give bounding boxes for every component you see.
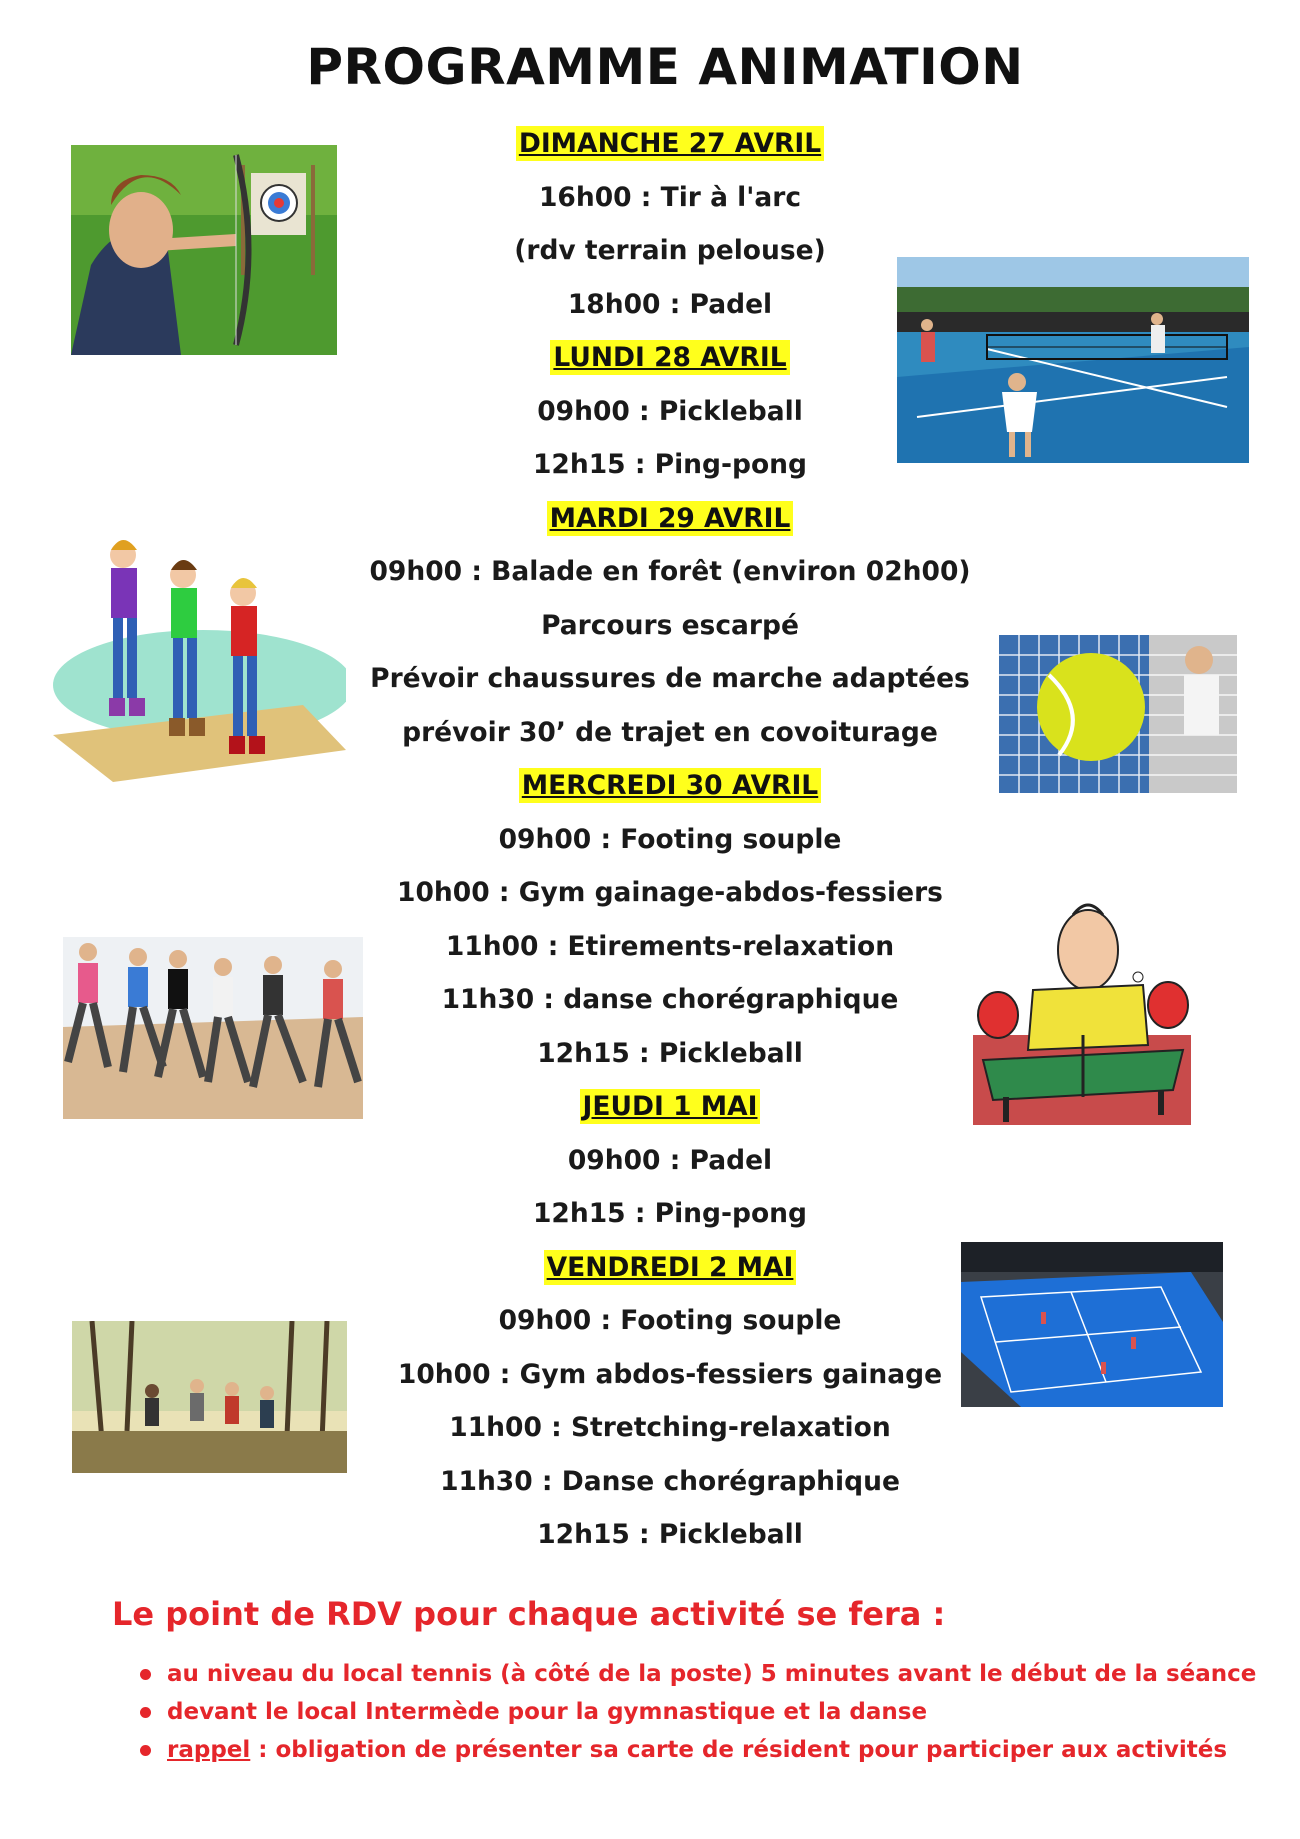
schedule-item: 12h15 : Ping-pong	[532, 449, 808, 480]
day-heading	[340, 759, 1000, 813]
day-heading	[340, 1241, 1000, 1295]
pickleball-court-photo	[897, 257, 1249, 463]
forest-runners-photo	[72, 1321, 347, 1473]
schedule-item: 18h00 : Padel	[567, 288, 773, 320]
day-heading-label: VENDREDI 2 MAI	[544, 1250, 797, 1285]
schedule-item: 09h00 : Padel	[567, 1144, 773, 1176]
schedule-item: Parcours escarpé	[541, 609, 799, 641]
schedule-item: 16h00 : Tir à l'arc	[538, 181, 802, 213]
list-item	[140, 1655, 1256, 1693]
schedule-item: Prévoir chaussures de marche adaptées	[370, 663, 970, 694]
padel-courts-photo	[961, 1242, 1223, 1407]
day-heading-label: JEUDI 1 MAI	[580, 1089, 761, 1124]
tennis-ball-photo	[999, 635, 1237, 793]
bullet-icon	[140, 1707, 151, 1718]
rdv-list	[140, 1655, 1256, 1769]
archery-photo	[71, 145, 337, 355]
schedule-item: prévoir 30’ de trajet en covoiturage	[402, 716, 938, 748]
schedule-item: 09h00 : Pickleball	[537, 395, 803, 427]
schedule-item: 09h00 : Footing souple	[498, 1305, 842, 1336]
day-heading	[340, 117, 1000, 171]
day-heading-label: LUNDI 28 AVRIL	[550, 340, 789, 375]
schedule-item: 11h00 : Stretching-relaxation	[449, 1412, 891, 1443]
rdv-item-text: au niveau du local tennis (à côté de la poste) 5 minutes avant le début de la séance	[167, 1661, 1257, 1687]
hikers-illustration	[53, 535, 346, 782]
day-heading-label: MERCREDI 30 AVRIL	[519, 768, 821, 803]
page-title: PROGRAMME ANIMATION	[306, 38, 1024, 96]
schedule-item: 11h30 : Danse chorégraphique	[440, 1465, 900, 1497]
schedule-item: 10h00 : Gym abdos-fessiers gainage	[397, 1358, 943, 1390]
gym-class-photo	[63, 897, 363, 1119]
schedule-item: 11h00 : Etirements-relaxation	[445, 930, 895, 962]
list-item	[140, 1731, 1256, 1769]
list-item	[140, 1693, 1256, 1731]
bullet-icon	[140, 1669, 151, 1680]
ping-pong-cartoon	[973, 885, 1191, 1125]
schedule-item: 11h30 : danse chorégraphique	[441, 984, 899, 1015]
day-heading-label: DIMANCHE 27 AVRIL	[516, 126, 824, 161]
day-heading-label: MARDI 29 AVRIL	[547, 501, 794, 536]
rappel-label: rappel	[167, 1737, 251, 1763]
rdv-item-text: devant le local Intermède pour la gymnastique et la danse	[167, 1699, 928, 1725]
schedule-item: 10h00 : Gym gainage-abdos-fessiers	[397, 877, 943, 908]
day-heading	[340, 1080, 1000, 1134]
day-heading	[340, 492, 1000, 546]
rappel-text: : obligation de présenter sa carte de résident pour participer aux activités	[250, 1737, 1228, 1763]
schedule-item: (rdv terrain pelouse)	[514, 235, 826, 266]
schedule-item: 12h15 : Ping-pong	[532, 1198, 808, 1229]
schedule-item: 09h00 : Balade en forêt (environ 02h00)	[369, 556, 971, 587]
schedule-item: 12h15 : Pickleball	[537, 1519, 803, 1550]
schedule-item: 09h00 : Footing souple	[498, 823, 842, 855]
rdv-title: Le point de RDV pour chaque activité se fera :	[112, 1595, 946, 1633]
schedule-item: 12h15 : Pickleball	[537, 1037, 803, 1069]
bullet-icon	[140, 1745, 151, 1756]
